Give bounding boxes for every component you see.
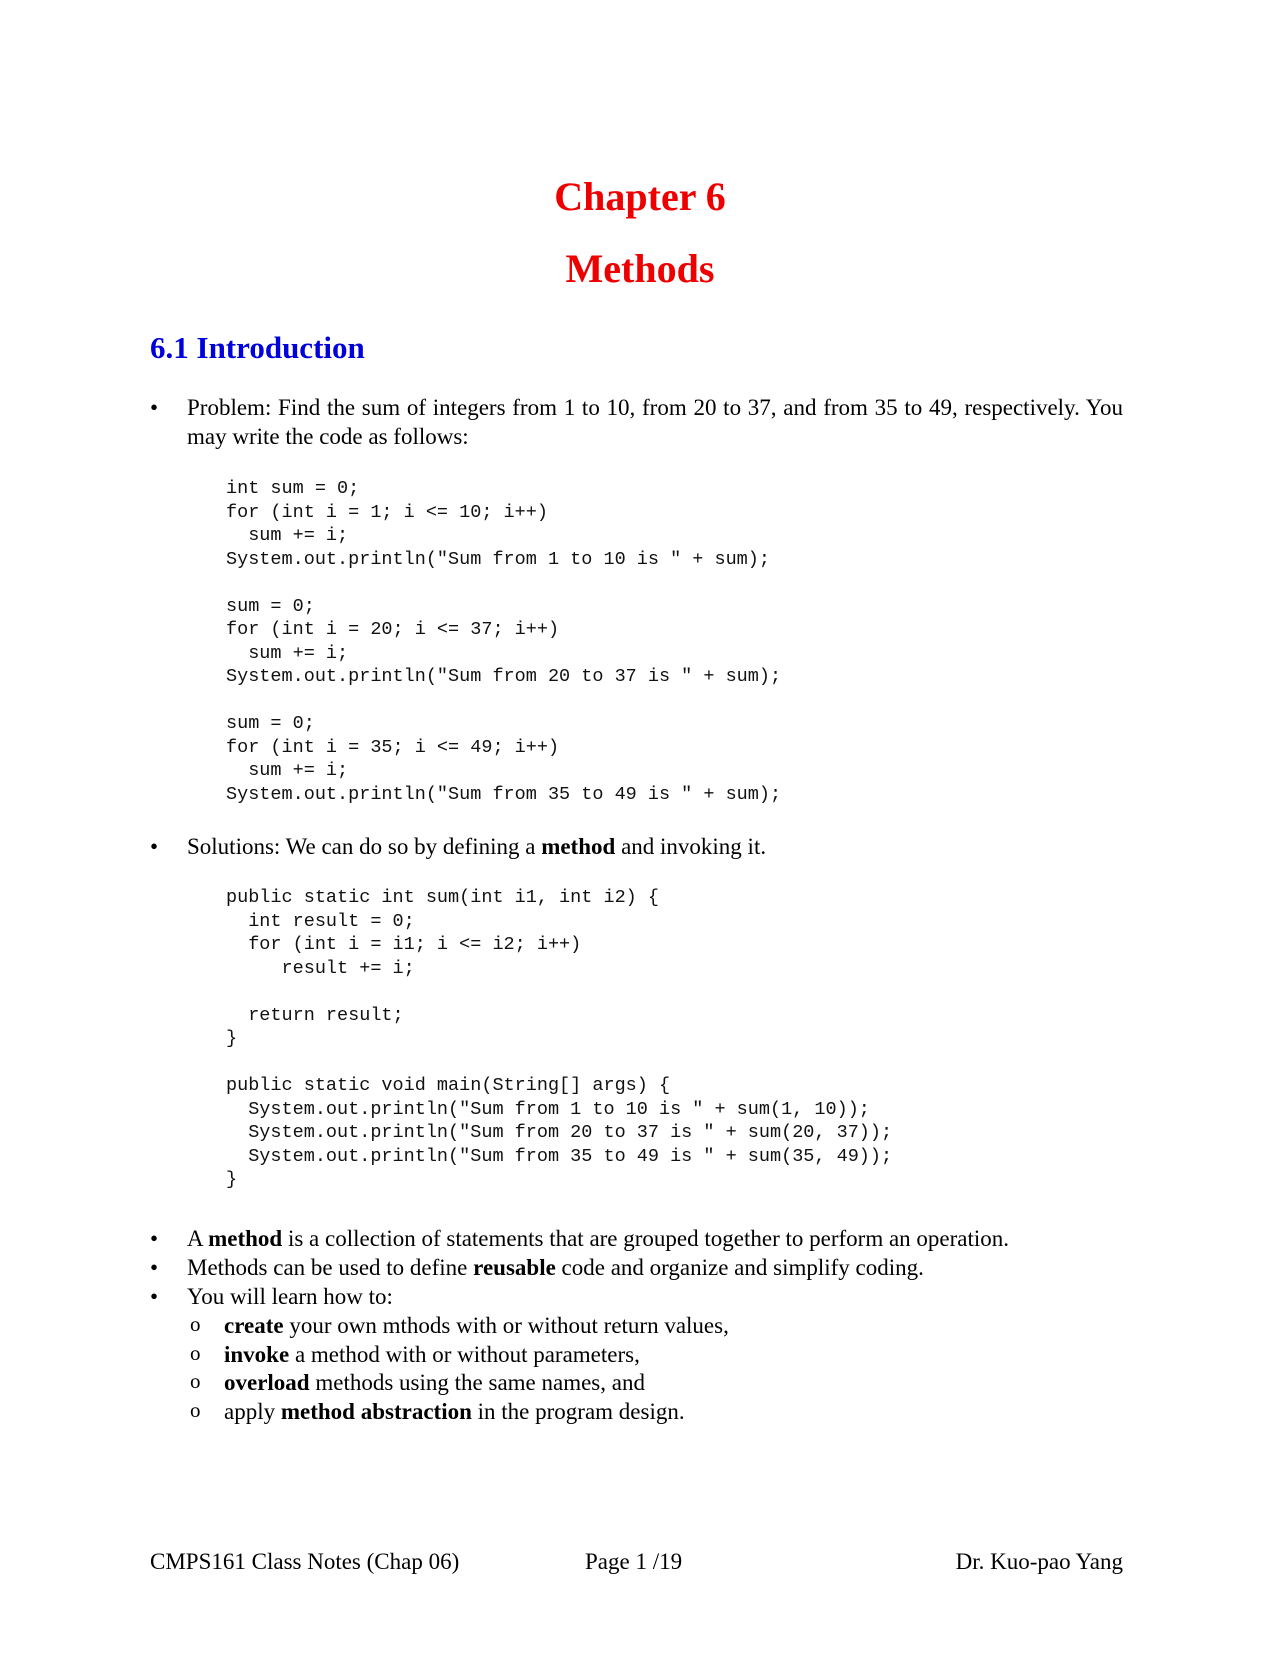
method-bold: method: [208, 1226, 283, 1251]
learn-item-bold: create: [224, 1313, 284, 1338]
bullet-method-definition: [150, 1224, 1123, 1253]
learn-item-bold: invoke: [224, 1342, 290, 1367]
reusable-prefix: Methods can be used to define: [187, 1255, 474, 1280]
sub-bullet-marker: o: [190, 1369, 201, 1393]
solutions-prefix: Solutions: We can do so by defining a: [187, 834, 542, 859]
bullet-marker: •: [150, 1284, 159, 1309]
bullet-marker: •: [150, 395, 159, 420]
learn-item-text: in the program design.: [471, 1399, 685, 1424]
bullet-marker: •: [150, 1226, 159, 1251]
reusable-suffix: code and organize and simplify coding.: [555, 1255, 924, 1280]
footer-author: Dr. Kuo-pao Yang: [955, 1549, 1123, 1574]
bullet-reusable: [150, 1253, 1123, 1282]
learn-item-text: your own mthods with or without return values,: [283, 1313, 729, 1338]
code-block-problem: int sum = 0; for (int i = 1; i <= 10; i++) sum += i; System.out.println("Sum from 1 to 10 is " + sum); sum = 0; for (int i = 20; i <= 37; i++) sum += i; System.out.println("Sum from 20 to 37 is " + sum); sum = 0; for (int i = 35; i <= 49; i++) sum += i; System.out.println("Sum from 35 to 49 is " + sum);: [226, 478, 782, 805]
sub-bullet-marker: o: [190, 1341, 201, 1365]
learn-item-abstraction: [187, 1397, 685, 1426]
footer-course: CMPS161 Class Notes (Chap 06): [150, 1549, 460, 1574]
solutions-suffix: and invoking it.: [615, 834, 767, 859]
bullet-reusable-text: [187, 1253, 1123, 1282]
bullet-solutions-text: [187, 832, 1123, 861]
learn-item-overload: [187, 1368, 645, 1397]
code-block-solution: public static int sum(int i1, int i2) { int result = 0; for (int i = i1; i <= i2; i++) result += i; return result; } public static void main(String[] args) { System.out.println("Sum from 1 to 10 is " + sum(1, 10)); System.out.println("Sum from 20 to 37 is " + sum(20, 37)); System.out.println("Sum from 35 to 49 is " + sum(35, 49)); }: [226, 887, 893, 1190]
chapter-subtitle: Methods: [565, 246, 715, 291]
solutions-bold: method: [541, 834, 616, 859]
bullet-solutions: [150, 832, 1123, 861]
bullet-problem-text: Problem: Find the sum of integers from 1 to 10, from 20 to 37, and from 35 to 49, respectively. You may write the code as follows:: [187, 395, 1123, 449]
method-suffix: is a collection of statements that are grouped together to perform an operation.: [282, 1226, 1010, 1251]
bullet-marker: •: [150, 834, 159, 859]
learn-item-invoke: [187, 1340, 640, 1369]
bullet-marker: •: [150, 1255, 159, 1280]
section-heading: 6.1 Introduction: [150, 330, 365, 365]
bullet-learn: [150, 1282, 1123, 1311]
method-prefix: A: [187, 1226, 209, 1251]
learn-item-prefix: apply: [224, 1399, 281, 1424]
learn-item-text: methods using the same names, and: [309, 1370, 645, 1395]
reusable-bold: reusable: [473, 1255, 556, 1280]
sub-bullet-marker: o: [190, 1398, 201, 1422]
learn-item-create: [187, 1311, 729, 1340]
sub-bullet-marker: o: [190, 1312, 201, 1336]
learn-item-text: a method with or without parameters,: [289, 1342, 640, 1367]
chapter-title: Chapter 6: [554, 174, 726, 219]
bullet-problem: [150, 393, 1123, 451]
learn-item-bold: method abstraction: [280, 1399, 472, 1424]
footer-page-number: Page 1 /19: [585, 1549, 683, 1574]
learn-item-bold: overload: [224, 1370, 310, 1395]
bullet-method-text: [187, 1224, 1123, 1253]
bullet-learn-text: You will learn how to:: [187, 1284, 393, 1309]
